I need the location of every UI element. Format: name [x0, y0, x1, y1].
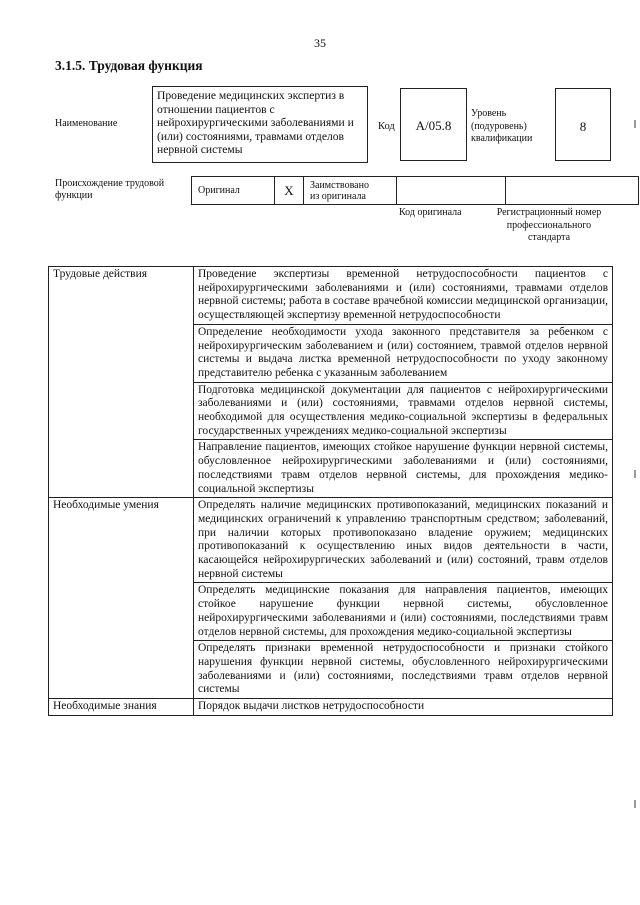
origin-label-line: Происхождение трудовой — [55, 178, 165, 189]
scan-edge-mark — [634, 120, 636, 128]
registration-number-cell — [506, 177, 639, 205]
borrowed-cell — [304, 177, 397, 205]
original-mark: X — [275, 177, 304, 205]
origin-label-line: функции — [55, 190, 93, 201]
borrowed-line: Заимствовано — [310, 179, 369, 191]
scan-edge-mark — [634, 470, 636, 478]
origin-label — [55, 178, 164, 202]
row-text: Определение необходимости ухода законного представителя за ребенком с нейрохирургическим заболеванием и (или) состоянием, травмой отделов нервной системы и выдача листка временной нетрудоспособности по уходу законному представителю ребенка с указанным заболеванием — [194, 324, 613, 382]
origin-table — [191, 176, 639, 205]
row-heading: Необходимые умения — [49, 498, 194, 699]
function-name-box: Проведение медицинских экспертиз в отношении пациентов с нейрохирургическими заболеваниями и (или) состояниями, травмами отделов нервной системы — [152, 86, 368, 163]
level-label-line: Уровень — [471, 108, 507, 119]
row-heading: Трудовые действия — [49, 267, 194, 498]
code-box: A/05.8 — [400, 88, 467, 161]
registration-number-caption: Регистрационный номер профессионального стандарта — [496, 207, 602, 243]
function-details-table — [48, 266, 613, 716]
row-text: Определять признаки временной нетрудоспособности и признаки стойкого нарушения функции нервной системы, обусловленного нейрохирургическими заболеваниями и (или) состояниями, последствиями травм отделов нервной системы — [194, 641, 613, 699]
page-number: 35 — [314, 36, 326, 50]
level-label-line: (подуровень) — [471, 120, 527, 132]
row-text: Порядок выдачи листков нетрудоспособности — [194, 699, 613, 716]
row-text: Направление пациентов, имеющих стойкое нарушение функции нервной системы, обусловленное нейрохирургическими заболеваниями и (или) состояниями, последствиями травм отделов нервной системы, для прохождения медико-социальной экспертизы — [194, 440, 613, 498]
row-text: Подготовка медицинской документации для пациентов с нейрохирургическими заболеваниями и (или) состояниями, травмами отделов нервной системы, необходимой для осуществления медико-социальной экспертизы в федеральных государственных учреждениях медико-социальной экспертизы — [194, 382, 613, 440]
scan-edge-mark — [634, 800, 636, 808]
row-text: Определять наличие медицинских противопоказаний, медицинских показаний и медицинских ограничений к управлению транспортным средством; заболеваний, при наличии которых противопоказано владение оружием; медицинских противопоказаний к осуществлению иных видов деятельности в части, касающейся нейрохирургических заболеваний и (или) состояний, травм отделов нервной системы — [194, 498, 613, 583]
borrowed-line: из оригинала — [310, 190, 366, 202]
original-code-caption: Код оригинала — [399, 207, 462, 218]
row-heading: Необходимые знания — [49, 699, 194, 716]
table-row — [49, 498, 613, 583]
row-text: Проведение экспертизы временной нетрудоспособности пациентов с нейрохирургическими заболеваниями и (или) состояниями, травмами отделов нервной системы; работа в составе врачебной комиссии медицинской организации, осуществляющей экспертизу временной нетрудоспособности — [194, 267, 613, 325]
section-title: 3.1.5. Трудовая функция — [55, 58, 203, 73]
row-text: Определять медицинские показания для направления пациентов, имеющих стойкое нарушение функции нервной системы, обусловленное нейрохирургическими заболеваниями и (или) состояниями, последствиями травм отделов нервной системы, для прохождения медико-социальной экспертизы — [194, 583, 613, 641]
table-row — [49, 267, 613, 325]
original-code-cell — [397, 177, 506, 205]
name-label: Наименование — [55, 118, 118, 129]
code-label: Код — [378, 121, 395, 132]
qualification-level-box: 8 — [555, 88, 611, 161]
original-cell: Оригинал — [192, 177, 275, 205]
level-label-line: квалификации — [471, 133, 533, 144]
qualification-level-label — [471, 108, 532, 146]
table-row — [49, 699, 613, 716]
